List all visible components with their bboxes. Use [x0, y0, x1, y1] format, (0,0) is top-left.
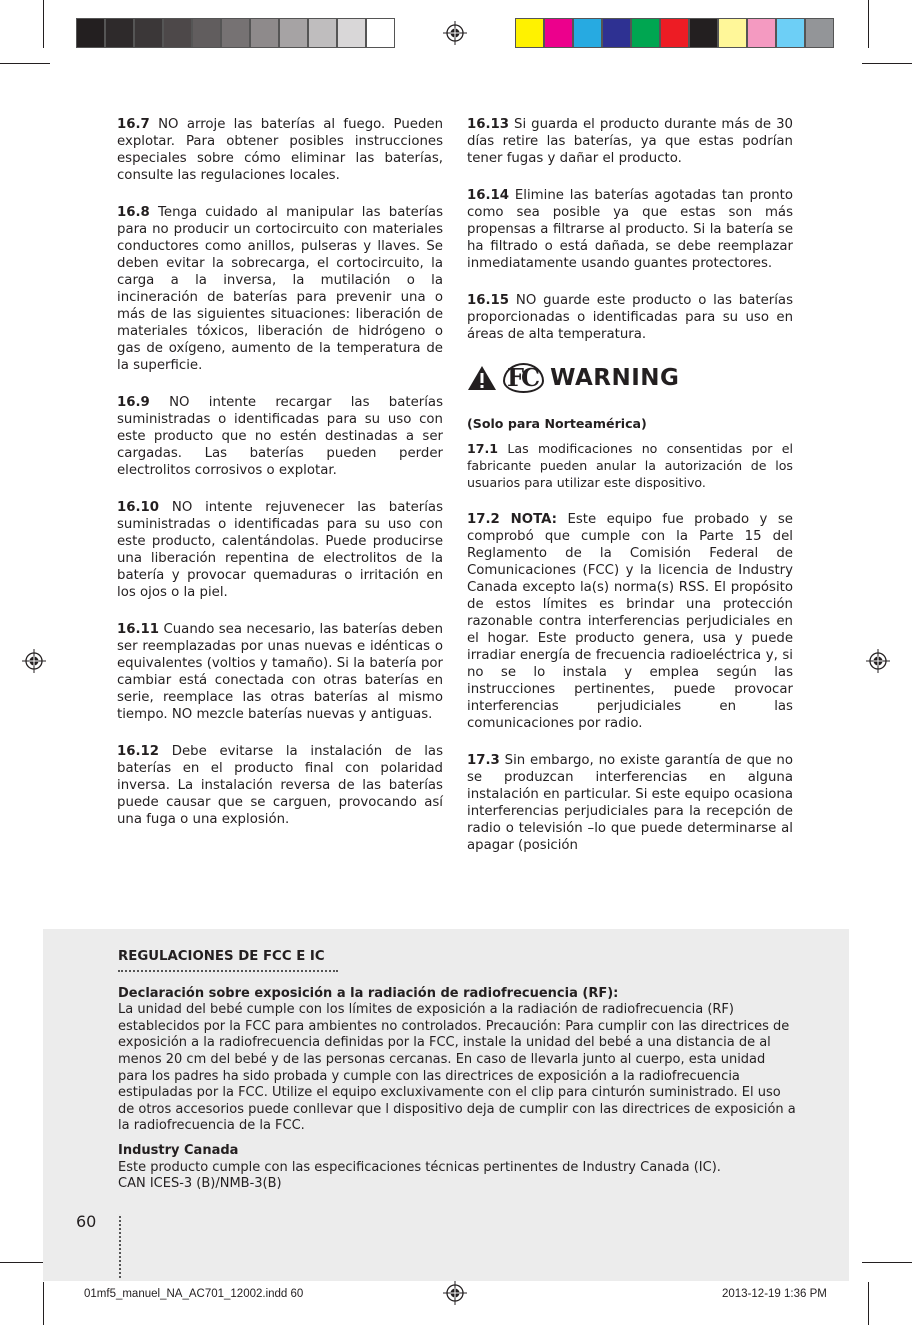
section-16-9	[117, 394, 443, 479]
registration-mark-icon	[22, 649, 46, 673]
industry-canada-heading: Industry Canada	[118, 1142, 239, 1158]
section-16-14	[467, 187, 793, 272]
section-number: 16.14	[467, 188, 510, 203]
color-swatch	[689, 18, 718, 48]
section-text: NO guarde este producto o las baterías proporcionadas o identificadas para su uso en áreas de alta temperatura.	[467, 293, 793, 342]
industry-canada-text	[118, 1160, 798, 1193]
ic-compliance-text: Este producto cumple con las especificaciones técnicas pertinentes de Industry Canada (IC).	[118, 1159, 721, 1175]
color-swatch	[805, 18, 834, 48]
section-number: 16.15	[467, 293, 510, 308]
left-column	[117, 116, 443, 848]
section-16-10	[117, 499, 443, 601]
section-number: 16.8	[117, 205, 150, 220]
fcc-logo-icon: FC	[503, 363, 544, 393]
crop-mark	[862, 63, 912, 64]
rf-exposure-text: La unidad del bebé cumple con los límites de exposición a la radiación de radiofrecuencia (RF) establecidos por la FCC para ambientes no controlados. Precaución: Para cumplir con las directrices de exposición a la radiofrecuencia definidas por la FCC, instale la unidad del bebé a una distancia de al menos 20 cm del bebé y de las personas cercanas. En caso de llevarla junto al cuerpo, esta unidad para los padres ha sido probada y cumple con las directrices de exposición a la radiofrecuencia estipuladas por la FCC. Utilize el equipo excluxivamente con el clip para cinturón suministrado. El uso de otros accesorios puede conllevar que l dispositivo deja de cumplir con las directrices de exposición a la radiofrecuencia de la FCC.	[118, 1002, 796, 1134]
section-text: Cuando sea necesario, las baterías deben ser reemplazadas por unas nuevas e idénticas o equivalentes (voltios y tamaño). Si la batería por cambiar está conectada con otras baterías en serie, reemplace las otras baterías al mismo tiempo. NO mezcle baterías nuevas y antiguas.	[117, 622, 443, 722]
color-swatch	[776, 18, 805, 48]
crop-mark	[868, 0, 869, 48]
color-swatch	[308, 18, 337, 48]
section-number: 17.3	[467, 753, 500, 768]
section-17-2	[467, 511, 793, 732]
fcc-box-content	[118, 949, 798, 1193]
right-column	[467, 116, 793, 854]
color-swatch	[76, 18, 105, 48]
color-swatch	[515, 18, 544, 48]
process-color-bar	[515, 18, 834, 48]
warning-triangle-icon	[467, 365, 497, 391]
crop-mark	[43, 0, 44, 48]
section-text: Debe evitarse la instalación de las baterías en el producto final con polaridad inversa. La instalación reversa de las baterías puede causar que se carguen, provocando así una fuga o una explosión.	[117, 744, 443, 827]
section-17-1	[467, 440, 793, 491]
region-note: (Solo para Norteamérica)	[467, 416, 647, 431]
section-text: NO intente recargar las baterías suministradas o identificadas para su uso con este producto que no estén destinadas a ser cargadas. Las baterías pueden perder electrolitos corrosivos o explotar.	[117, 395, 443, 478]
color-swatch	[163, 18, 192, 48]
section-16-8	[117, 204, 443, 374]
color-swatch	[602, 18, 631, 48]
section-text: Elimine las baterías agotadas tan pronto como sea posible ya que estas son más propensas a filtrarse al producto. Si la batería se ha filtrado o está dañada, se debe reemplazar inmediatamente usando guantes protectores.	[467, 188, 793, 271]
color-swatch	[250, 18, 279, 48]
color-swatch	[747, 18, 776, 48]
section-number: 16.13	[467, 117, 510, 132]
color-swatch	[105, 18, 134, 48]
section-text: Las modificaciones no consentidas por el fabricante pueden anular la autorización de los usuarios para utilizar este dispositivo.	[467, 441, 793, 490]
registration-mark-icon	[443, 1281, 467, 1305]
crop-mark	[862, 1262, 912, 1263]
dotted-divider	[118, 970, 338, 972]
color-swatch	[544, 18, 573, 48]
warning-title: WARNING	[550, 364, 680, 391]
ic-code: CAN ICES-3 (B)/NMB-3(B)	[118, 1176, 282, 1192]
color-swatch	[573, 18, 602, 48]
crop-mark	[0, 63, 50, 64]
page-number-rule	[119, 1216, 121, 1278]
color-swatch	[279, 18, 308, 48]
section-number: 16.10	[117, 500, 160, 515]
section-number: 16.12	[117, 744, 160, 759]
section-16-13	[467, 116, 793, 167]
section-number: 16.7	[117, 117, 150, 132]
color-swatch	[337, 18, 366, 48]
section-text: Este equipo fue probado y se comprobó que cumple con la Parte 15 del Reglamento de la Comisión Federal de Comunicaciones (FCC) y la licencia de Industry Canada excepto la(s) norma(s) RSS. El propósito de estos límites es brindar una protección razonable contra interferencias perjudiciales en el hogar. Este producto genera, usa y puede irradiar energía de frecuencia radioeléctrica y, si no se lo instala y emplea según las instrucciones pertinentes, puede provocar interferencias perjudiciales en las comunicaciones por radio.	[467, 512, 793, 731]
color-swatch	[718, 18, 747, 48]
section-16-11	[117, 621, 443, 723]
section-number: 17.2 NOTA:	[467, 512, 557, 527]
fcc-box-title: REGULACIONES DE FCC E IC	[118, 949, 325, 964]
section-16-7	[117, 116, 443, 184]
color-swatch	[631, 18, 660, 48]
slug-filename: 01mf5_manuel_NA_AC701_12002.indd 60	[84, 1288, 304, 1300]
section-number: 17.1	[467, 441, 499, 456]
gray-color-bar	[76, 18, 395, 48]
crop-mark	[868, 1282, 869, 1325]
section-16-15	[467, 292, 793, 343]
color-swatch	[134, 18, 163, 48]
section-17-3	[467, 752, 793, 854]
section-16-12	[117, 743, 443, 828]
section-text: Si guarda el producto durante más de 30 días retire las baterías, ya que estas podrían tener fugas y dañar el producto.	[467, 117, 793, 166]
registration-mark-icon	[443, 21, 467, 45]
color-swatch	[192, 18, 221, 48]
section-number: 16.9	[117, 395, 150, 410]
section-text: NO arroje las baterías al fuego. Pueden explotar. Para obtener posibles instrucciones especiales sobre cómo eliminar las baterías, consulte las regulaciones locales.	[117, 117, 443, 183]
color-swatch	[660, 18, 689, 48]
color-swatch	[221, 18, 250, 48]
section-number: 16.11	[117, 622, 160, 637]
color-swatch	[366, 18, 395, 48]
warning-heading	[467, 363, 793, 393]
rf-exposure-heading: Declaración sobre exposición a la radiación de radiofrecuencia (RF):	[118, 985, 619, 1001]
page-number: 60	[76, 1212, 97, 1231]
fcc-ic-regulations-box	[43, 929, 849, 1281]
section-text: Sin embargo, no existe garantía de que no se produzcan interferencias en alguna instalación en particular. Si este equipo ocasiona interferencias perjudiciales para la recepción de radio o televisión –lo que puede determinarse al apagar (posición	[467, 753, 793, 853]
slug-timestamp: 2013-12-19 1:36 PM	[722, 1288, 827, 1300]
registration-mark-icon	[866, 649, 890, 673]
section-text: NO intente rejuvenecer las baterías suministradas o identificadas para su uso con este producto, calentándolas. Puede producirse una liberación repentina de electrolitos de la batería y provocar quemaduras o irritación en los ojos o la piel.	[117, 500, 443, 600]
crop-mark	[43, 1282, 44, 1325]
section-text: Tenga cuidado al manipular las baterías para no producir un cortocircuito con materiales conductores como anillos, pulseras y llaves. Se deben evitar la sobrecarga, el cortocircuito, la carga a la inversa, la mutilación o la incineración de baterías para prevenir una o más de las siguientes situaciones: liberación de materiales tóxicos, liberación de hidrógeno o gas de oxígeno, aumento de la temperatura de la superficie.	[117, 205, 443, 373]
